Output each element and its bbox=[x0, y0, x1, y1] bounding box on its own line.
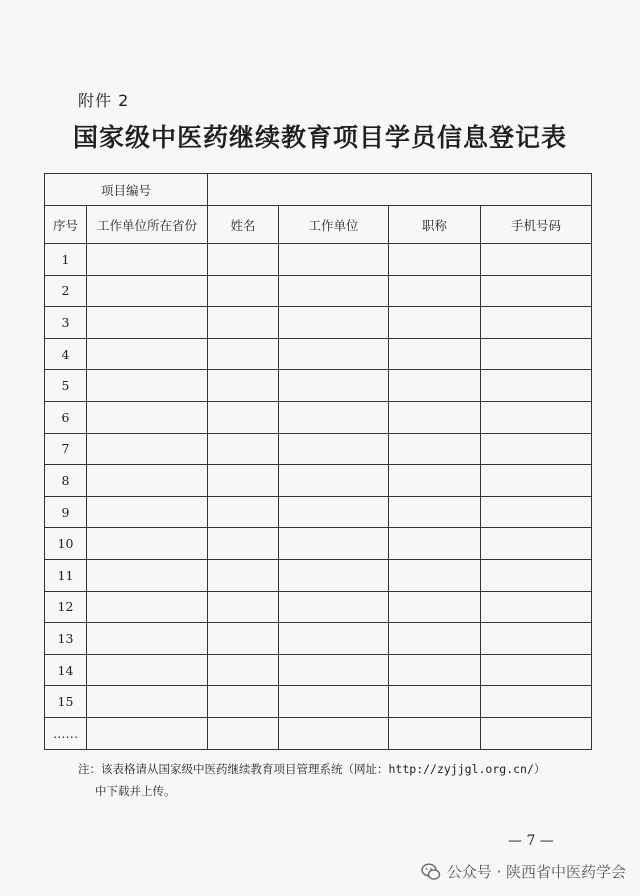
table-row bbox=[45, 465, 592, 497]
wechat-icon bbox=[421, 862, 441, 882]
table-header-row bbox=[45, 206, 592, 244]
title-cell bbox=[389, 244, 481, 276]
province-cell bbox=[87, 654, 208, 686]
footnote bbox=[78, 758, 545, 802]
title-cell bbox=[389, 591, 481, 623]
phone-cell bbox=[481, 370, 592, 402]
name-cell bbox=[208, 465, 279, 497]
row-index: 8 bbox=[45, 465, 87, 497]
row-index: 10 bbox=[45, 528, 87, 560]
phone-cell bbox=[481, 307, 592, 339]
watermark bbox=[421, 861, 626, 882]
workplace-cell bbox=[279, 528, 389, 560]
name-cell bbox=[208, 338, 279, 370]
title-cell bbox=[389, 401, 481, 433]
name-cell bbox=[208, 623, 279, 655]
title-cell bbox=[389, 465, 481, 497]
table-row bbox=[45, 307, 592, 339]
project-number-label: 项目编号 bbox=[45, 174, 208, 206]
name-cell bbox=[208, 433, 279, 465]
phone-cell bbox=[481, 686, 592, 718]
title-cell bbox=[389, 559, 481, 591]
title-cell bbox=[389, 496, 481, 528]
name-cell bbox=[208, 528, 279, 560]
workplace-cell bbox=[279, 433, 389, 465]
column-header-phone: 手机号码 bbox=[481, 206, 592, 244]
phone-cell bbox=[481, 528, 592, 560]
footnote-line-1: 注：该表格请从国家级中医药继续教育项目管理系统（网址：http://zyjjgl.org.cn/） bbox=[78, 762, 546, 776]
row-index: 12 bbox=[45, 591, 87, 623]
table-row bbox=[45, 275, 592, 307]
province-cell bbox=[87, 623, 208, 655]
name-cell bbox=[208, 370, 279, 402]
name-cell bbox=[208, 275, 279, 307]
table-row bbox=[45, 244, 592, 276]
name-cell bbox=[208, 401, 279, 433]
row-index: 13 bbox=[45, 623, 87, 655]
row-index: 1 bbox=[45, 244, 87, 276]
title-cell bbox=[389, 686, 481, 718]
phone-cell bbox=[481, 338, 592, 370]
workplace-cell bbox=[279, 275, 389, 307]
table-row bbox=[45, 717, 592, 749]
row-index: …… bbox=[45, 717, 87, 749]
workplace-cell bbox=[279, 559, 389, 591]
phone-cell bbox=[481, 717, 592, 749]
province-cell bbox=[87, 338, 208, 370]
phone-cell bbox=[481, 244, 592, 276]
row-index: 15 bbox=[45, 686, 87, 718]
project-number-row bbox=[45, 174, 592, 206]
attachment-label: 附件 2 bbox=[78, 91, 130, 110]
row-index: 3 bbox=[45, 307, 87, 339]
phone-cell bbox=[481, 465, 592, 497]
phone-cell bbox=[481, 623, 592, 655]
name-cell bbox=[208, 654, 279, 686]
registration-table bbox=[44, 173, 592, 750]
province-cell bbox=[87, 528, 208, 560]
row-index: 5 bbox=[45, 370, 87, 402]
title-cell bbox=[389, 654, 481, 686]
workplace-cell bbox=[279, 244, 389, 276]
phone-cell bbox=[481, 559, 592, 591]
phone-cell bbox=[481, 654, 592, 686]
title-cell bbox=[389, 717, 481, 749]
table-row bbox=[45, 496, 592, 528]
name-cell bbox=[208, 496, 279, 528]
table-row bbox=[45, 433, 592, 465]
project-number-value bbox=[208, 174, 592, 206]
name-cell bbox=[208, 686, 279, 718]
table-row bbox=[45, 654, 592, 686]
title-cell bbox=[389, 528, 481, 560]
phone-cell bbox=[481, 496, 592, 528]
workplace-cell bbox=[279, 591, 389, 623]
table-row bbox=[45, 338, 592, 370]
workplace-cell bbox=[279, 338, 389, 370]
row-index: 9 bbox=[45, 496, 87, 528]
title-cell bbox=[389, 307, 481, 339]
workplace-cell bbox=[279, 623, 389, 655]
footnote-line-2: 中下载并上传。 bbox=[95, 784, 176, 798]
province-cell bbox=[87, 559, 208, 591]
title-cell bbox=[389, 433, 481, 465]
province-cell bbox=[87, 244, 208, 276]
table-row bbox=[45, 370, 592, 402]
workplace-cell bbox=[279, 370, 389, 402]
workplace-cell bbox=[279, 307, 389, 339]
page-number: — 7 — bbox=[508, 833, 554, 849]
workplace-cell bbox=[279, 401, 389, 433]
province-cell bbox=[87, 433, 208, 465]
row-index: 14 bbox=[45, 654, 87, 686]
row-index: 7 bbox=[45, 433, 87, 465]
workplace-cell bbox=[279, 465, 389, 497]
name-cell bbox=[208, 559, 279, 591]
watermark-text: 公众号 · 陕西省中医药学会 bbox=[446, 863, 626, 881]
province-cell bbox=[87, 401, 208, 433]
title-cell bbox=[389, 275, 481, 307]
workplace-cell bbox=[279, 686, 389, 718]
province-cell bbox=[87, 686, 208, 718]
title-cell bbox=[389, 623, 481, 655]
name-cell bbox=[208, 244, 279, 276]
province-cell bbox=[87, 275, 208, 307]
table-row bbox=[45, 559, 592, 591]
row-index: 11 bbox=[45, 559, 87, 591]
column-header-workplace: 工作单位 bbox=[279, 206, 389, 244]
table-row bbox=[45, 623, 592, 655]
row-index: 6 bbox=[45, 401, 87, 433]
name-cell bbox=[208, 307, 279, 339]
province-cell bbox=[87, 465, 208, 497]
name-cell bbox=[208, 591, 279, 623]
phone-cell bbox=[481, 275, 592, 307]
workplace-cell bbox=[279, 654, 389, 686]
province-cell bbox=[87, 591, 208, 623]
workplace-cell bbox=[279, 496, 389, 528]
column-header-province: 工作单位所在省份 bbox=[87, 206, 208, 244]
name-cell bbox=[208, 717, 279, 749]
column-header-index: 序号 bbox=[45, 206, 87, 244]
phone-cell bbox=[481, 401, 592, 433]
page-title: 国家级中医药继续教育项目学员信息登记表 bbox=[72, 123, 567, 152]
phone-cell bbox=[481, 433, 592, 465]
province-cell bbox=[87, 307, 208, 339]
table-row bbox=[45, 401, 592, 433]
row-index: 2 bbox=[45, 275, 87, 307]
table-row bbox=[45, 591, 592, 623]
province-cell bbox=[87, 370, 208, 402]
column-header-name: 姓名 bbox=[208, 206, 279, 244]
workplace-cell bbox=[279, 717, 389, 749]
table-row bbox=[45, 528, 592, 560]
table-row bbox=[45, 686, 592, 718]
row-index: 4 bbox=[45, 338, 87, 370]
province-cell bbox=[87, 717, 208, 749]
phone-cell bbox=[481, 591, 592, 623]
title-cell bbox=[389, 370, 481, 402]
title-cell bbox=[389, 338, 481, 370]
column-header-title: 职称 bbox=[389, 206, 481, 244]
province-cell bbox=[87, 496, 208, 528]
